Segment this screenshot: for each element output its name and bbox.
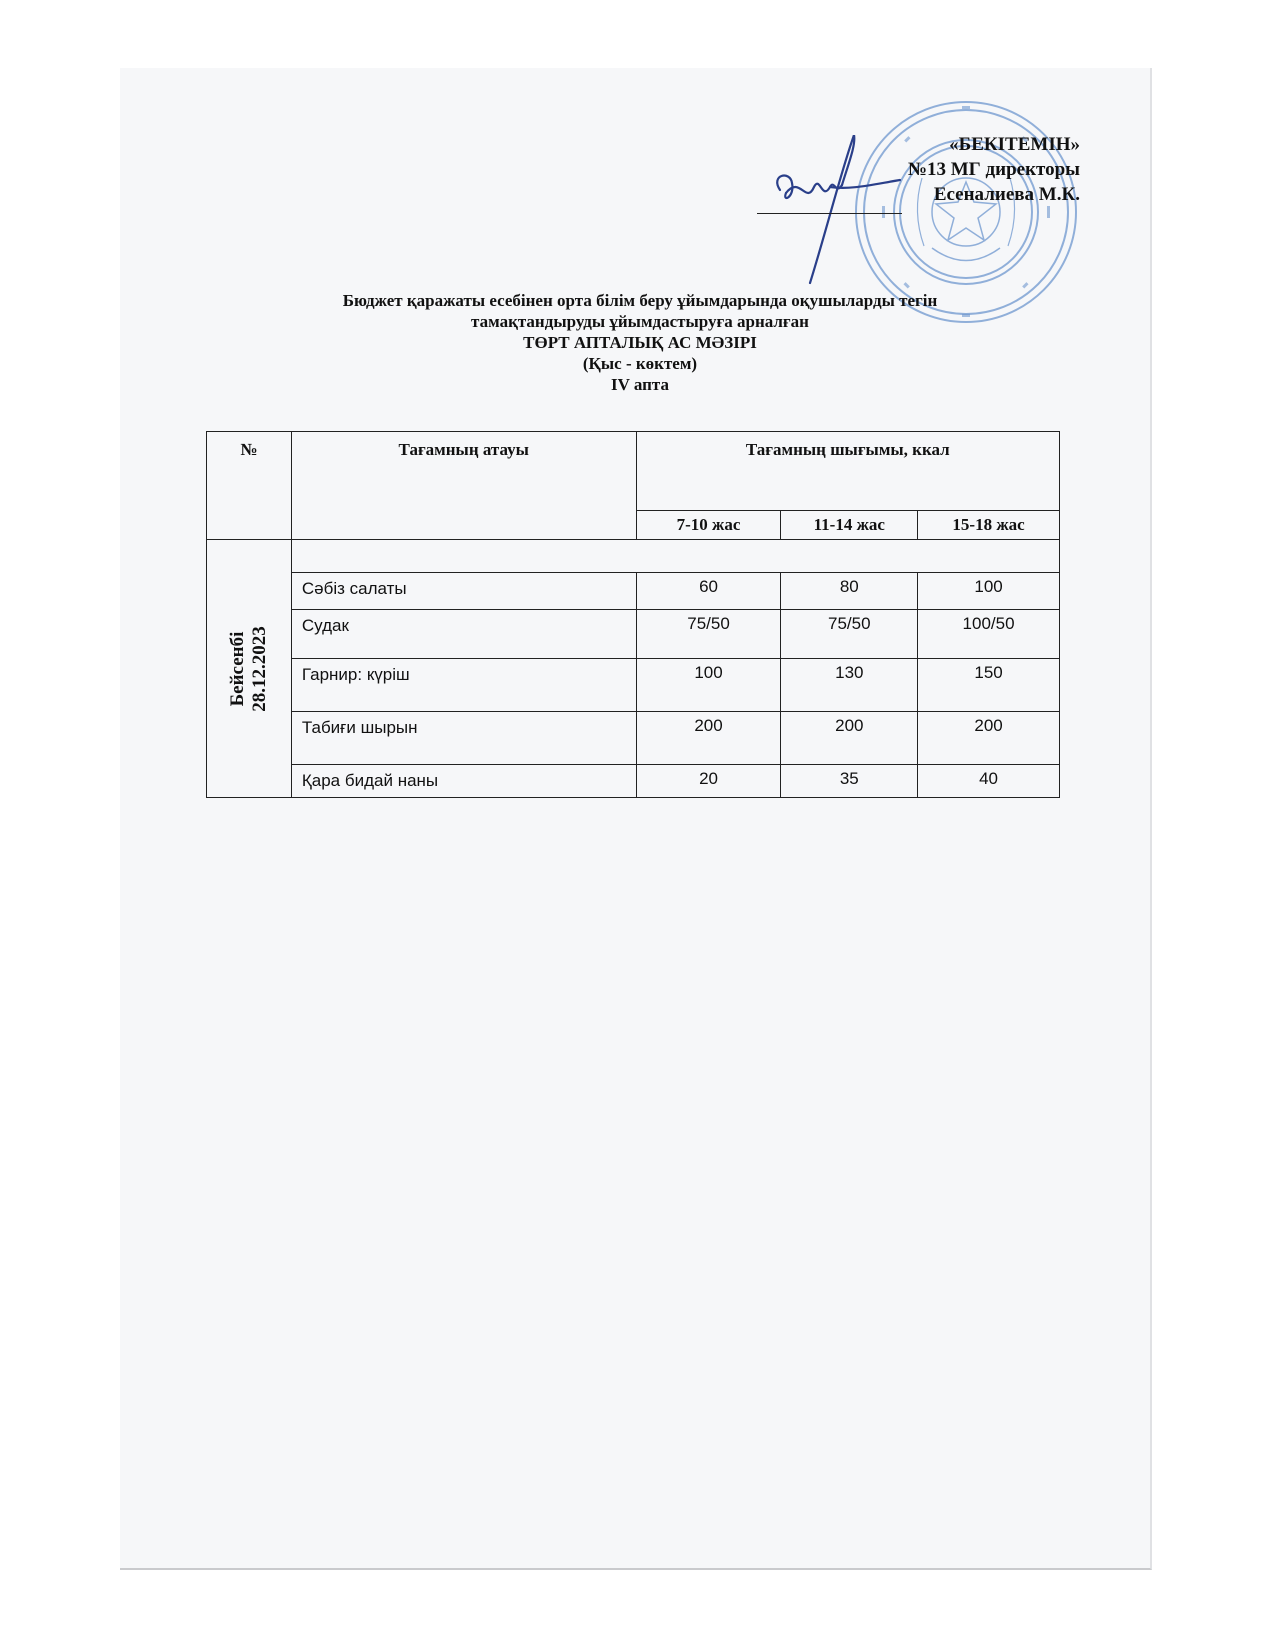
- menu-table: [206, 431, 1060, 798]
- table-row: [207, 712, 1060, 765]
- value-age-15-18: 200: [918, 712, 1060, 765]
- header-age-15-18: 15-18 жас: [918, 511, 1060, 540]
- approval-name: Есеналиева М.К.: [933, 184, 1080, 205]
- value-age-15-18: 100/50: [918, 610, 1060, 659]
- day-date: 28.12.2023: [248, 625, 270, 712]
- value-age-15-18: 100: [918, 573, 1060, 610]
- dish-name: Сәбіз салаты: [291, 573, 636, 610]
- dish-name: Қара бидай наны: [291, 765, 636, 798]
- dish-name: Судак: [291, 610, 636, 659]
- approval-heading: «БЕКІТЕМІН»: [949, 134, 1080, 155]
- value-age-7-10: 200: [636, 712, 781, 765]
- value-age-11-14: 80: [781, 573, 918, 610]
- dish-name: Табиғи шырын: [291, 712, 636, 765]
- value-age-11-14: 200: [781, 712, 918, 765]
- value-age-11-14: 130: [781, 659, 918, 712]
- title-line-4: (Қыс - көктем): [582, 354, 698, 373]
- value-age-11-14: 35: [781, 765, 918, 798]
- header-age-7-10: 7-10 жас: [636, 511, 781, 540]
- title-line-5: IV апта: [611, 375, 669, 394]
- handwritten-signature: [770, 135, 910, 285]
- value-age-7-10: 20: [636, 765, 781, 798]
- value-age-7-10: 75/50: [636, 610, 781, 659]
- day-cell: [207, 540, 292, 798]
- table-row: [207, 659, 1060, 712]
- value-age-15-18: 150: [918, 659, 1060, 712]
- title-line-3: ТӨРТ АПТАЛЫҚ АС МӘЗІРІ: [523, 333, 757, 352]
- table-row: [207, 610, 1060, 659]
- header-yield: Тағамның шығымы, ккал: [636, 432, 1059, 511]
- header-dish-name: Тағамның атауы: [291, 432, 636, 540]
- value-age-7-10: 100: [636, 659, 781, 712]
- meal-section-row: [291, 540, 1059, 573]
- approval-block: [908, 132, 1080, 207]
- table-row: [207, 573, 1060, 610]
- title-line-2: тамақтандыруды ұйымдастыруға арналған: [471, 312, 809, 331]
- header-number: №: [207, 432, 292, 540]
- value-age-15-18: 40: [918, 765, 1060, 798]
- dish-name: Гарнир: күріш: [291, 659, 636, 712]
- value-age-11-14: 75/50: [781, 610, 918, 659]
- signature-line: [757, 213, 902, 214]
- document-title: [190, 290, 1090, 395]
- day-weekday: Бейсенбі: [226, 631, 248, 706]
- value-age-7-10: 60: [636, 573, 781, 610]
- day-label: [227, 626, 271, 712]
- approval-position: №13 МГ директоры: [907, 159, 1080, 180]
- table-row: [207, 765, 1060, 798]
- header-age-11-14: 11-14 жас: [781, 511, 918, 540]
- title-line-1: Бюджет қаражаты есебінен орта білім беру ұйымдарында оқушыларды тегін: [342, 291, 938, 310]
